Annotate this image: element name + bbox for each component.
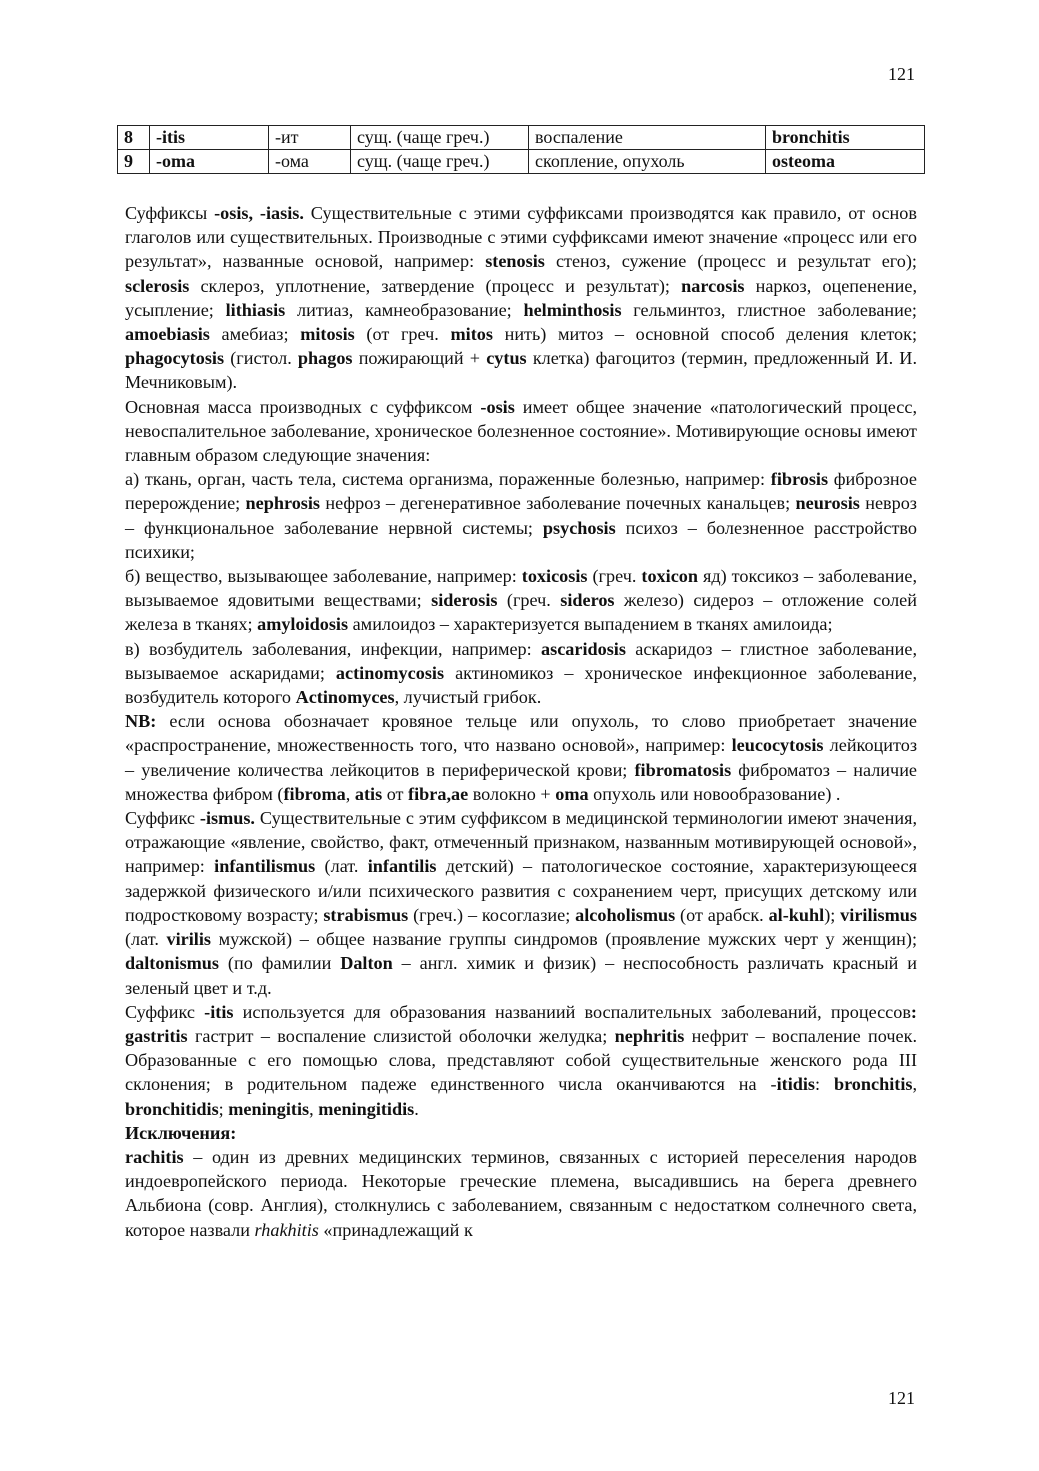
bold-term: infantilis bbox=[367, 856, 437, 877]
text-run: (греч. bbox=[497, 590, 561, 611]
table-cell-suffix-russian: -ома bbox=[269, 150, 351, 174]
bold-term: -osis bbox=[480, 396, 515, 417]
bold-term: nephrosis bbox=[245, 493, 321, 514]
text-run: Существительные с этими суффиксами производятся как правило, от основ глаголов или существительных. Производные с этими суффиксами имеют значение «процесс или его результат», названные основой, например: bbox=[125, 203, 917, 272]
text-run: детский) – патологическое состояние, характеризующееся задержкой физического и/или психического развития с сохранением черт, присущих детскому или подростковому возрасту; bbox=[125, 856, 917, 925]
text-run: Существительные с этим суффиксом в медицинской терминологии имеют значения, отражающие «явление, свойство, факт, отмеченный признаком, названным мотивирующей основой», например: bbox=[125, 808, 917, 877]
bold-term: neurosis bbox=[795, 493, 860, 514]
text-run: нить) митоз – основной способ деления клеток; bbox=[492, 324, 918, 345]
bold-term: infantilismus bbox=[214, 856, 316, 877]
bold-term: bronchitidis bbox=[125, 1098, 219, 1119]
paragraph bbox=[125, 201, 917, 395]
text-run: литиаз, камнеобразование; bbox=[285, 299, 524, 320]
text-run: лейкоцитоз – увеличение количества лейкоцитов в периферической крови; bbox=[125, 735, 918, 780]
text-run: клетка) фагоцитоз (термин, предложенный И. И. Мечниковым). bbox=[125, 348, 917, 393]
bold-term: itidis bbox=[776, 1074, 815, 1095]
table-cell-example-term: osteoma bbox=[766, 150, 925, 174]
text-run: Основная масса производных с суффиксом bbox=[125, 396, 481, 417]
text-run: (гистол. bbox=[224, 348, 298, 369]
text-run: склероз, уплотнение, затвердение (процесс и результат); bbox=[189, 275, 682, 296]
bold-term: phagos bbox=[297, 348, 353, 369]
table-cell-meaning: скопление, опухоль bbox=[529, 150, 766, 174]
bold-term: Dalton bbox=[340, 953, 393, 974]
table-row bbox=[118, 150, 925, 174]
bold-term: toxicon bbox=[641, 566, 698, 587]
text-run: (по фамилии bbox=[219, 953, 341, 974]
text-run: опухоль или новообразование) . bbox=[588, 783, 841, 804]
bold-term: mitosis bbox=[300, 324, 355, 345]
bold-term: -ismus. bbox=[199, 808, 255, 829]
text-run: если основа обозначает кровяное тельце или опухоль, то слово приобретает значение «распространение, множественность того, что названо основой», например: bbox=[125, 711, 917, 756]
text-run: Суффикс bbox=[125, 808, 200, 829]
bold-term: virilismus bbox=[840, 904, 917, 925]
paragraph bbox=[125, 564, 917, 637]
bold-term: amyloidosis bbox=[257, 614, 349, 635]
table-row bbox=[118, 126, 925, 150]
bold-term: helminthosis bbox=[523, 299, 622, 320]
italic-term: rhakhitis bbox=[254, 1219, 319, 1240]
text-run: амебиаз; bbox=[209, 324, 301, 345]
text-run: наркоз, оцепенение, усыпление; bbox=[125, 275, 918, 320]
bold-term: cytus bbox=[486, 348, 527, 369]
text-run: (лат. bbox=[315, 856, 368, 877]
table-cell-suffix-latin: -itis bbox=[150, 126, 269, 150]
text-run: гельминтоз, глистное заболевание; bbox=[621, 299, 917, 320]
text-run: волокно + bbox=[468, 783, 556, 804]
bold-term: psychosis bbox=[542, 517, 616, 538]
text-run: мужской) – общее название группы синдромов (проявление мужских черт у женщин); bbox=[210, 929, 917, 950]
text-run: ); bbox=[824, 904, 841, 925]
paragraph bbox=[125, 395, 917, 468]
text-run: Суффикс bbox=[125, 1001, 205, 1022]
bold-term: -osis, -iasis. bbox=[214, 203, 304, 223]
text-run: нефроз – дегенеративное заболевание почечных канальцев; bbox=[320, 493, 796, 514]
paragraph bbox=[125, 637, 917, 710]
text-run: (лат. bbox=[125, 929, 167, 950]
text-run: (греч.) – косоглазие; bbox=[408, 904, 576, 925]
text-run: Суффиксы bbox=[125, 203, 215, 223]
text-run: а) ткань, орган, часть тела, система организма, пораженные болезнью, например: bbox=[125, 469, 771, 490]
table-cell-example-term: bronchitis bbox=[766, 126, 925, 150]
bold-term: NB: bbox=[125, 711, 157, 732]
bold-term: fibroma bbox=[283, 783, 346, 804]
bold-term: Исключения: bbox=[125, 1122, 237, 1143]
text-run: аскаридоз – глистное заболевание, вызываемое аскаридами; bbox=[125, 638, 917, 683]
bold-term: mitos bbox=[450, 324, 493, 345]
bold-term: ascaridosis bbox=[541, 638, 626, 659]
table-cell-suffix-russian: -ит bbox=[269, 126, 351, 150]
page-number-top: 121 bbox=[888, 64, 915, 84]
bold-term: stenosis bbox=[485, 251, 545, 272]
text-run: (от арабск. bbox=[675, 904, 769, 925]
paragraph bbox=[125, 709, 917, 806]
bold-term: fibra,ae bbox=[408, 783, 469, 804]
text-run: , bbox=[309, 1098, 319, 1119]
text-run: «принадлежащий к bbox=[318, 1219, 473, 1240]
text-run: стеноз, сужение (процесс и результат его); bbox=[544, 251, 917, 272]
bold-term: al-kuhl bbox=[768, 904, 825, 925]
body-text bbox=[125, 201, 917, 1242]
text-run: – англ. химик и физик) – неспособность различать красный и зеленый цвет и т.д. bbox=[125, 953, 917, 998]
table-cell-meaning: воспаление bbox=[529, 126, 766, 150]
text-run: , bbox=[912, 1074, 917, 1095]
text-run: (греч. bbox=[587, 566, 642, 587]
bold-term: phagocytosis bbox=[125, 348, 225, 369]
bold-term: daltonismus bbox=[125, 953, 220, 974]
text-run: ; bbox=[218, 1098, 229, 1119]
text-run: фиброзное перерождение; bbox=[125, 469, 918, 514]
text-run: используется для образования названиий воспалительных заболеваний, процессов bbox=[233, 1001, 911, 1022]
text-run: : bbox=[815, 1074, 834, 1095]
text-run: – один из древних медицинских терминов, связанных с историей переселения народов индоевропейского периода. Некоторые греческие племена, высадившись на берега древнего Альбиона (совр. Англия), столкнулись с заболеванием, связанным с недостатком солнечного света, которое назвали bbox=[125, 1146, 917, 1240]
paragraph bbox=[125, 1121, 917, 1145]
text-run: . bbox=[414, 1098, 419, 1119]
bold-term: leucocytosis bbox=[731, 735, 824, 756]
suffix-table bbox=[117, 125, 925, 174]
paragraph bbox=[125, 467, 917, 564]
bold-term: toxicosis bbox=[521, 566, 588, 587]
bold-term: strabismus bbox=[323, 904, 409, 925]
bold-term: meningitidis bbox=[318, 1098, 415, 1119]
text-run: в) возбудитель заболевания, инфекции, например: bbox=[125, 638, 542, 659]
bold-term: amoebiasis bbox=[125, 324, 210, 345]
text-run: яд) токсикоз – заболевание, вызываемое ядовитыми веществами; bbox=[125, 566, 917, 611]
text-run: , bbox=[345, 783, 355, 804]
text-run: б) вещество, вызывающее заболевание, например: bbox=[125, 566, 522, 587]
table-cell-part-of-speech: сущ. (чаще греч.) bbox=[351, 150, 529, 174]
paragraph bbox=[125, 806, 917, 1000]
bold-term: meningitis bbox=[228, 1098, 310, 1119]
text-run: , лучистый грибок. bbox=[394, 687, 542, 708]
paragraph bbox=[125, 1000, 917, 1121]
text-run: амилоидоз – характеризуется выпадением в тканях амилоида; bbox=[348, 614, 833, 635]
text-run: актиномикоз – хроническое инфекционное заболевание, возбудитель которого bbox=[125, 662, 917, 708]
table-cell-part-of-speech: сущ. (чаще греч.) bbox=[351, 126, 529, 150]
bold-term: oma bbox=[555, 783, 589, 804]
table-cell-row-number: 9 bbox=[118, 150, 150, 174]
bold-term: atis bbox=[354, 783, 383, 804]
text-run: невроз – функциональное заболевание нервной системы; bbox=[125, 493, 917, 538]
text-run: нефрит – воспаление почек. Образованные с его помощью слова, представляют собой существительные женского рода III склонения; в родительном падеже единственного числа оканчиваются на - bbox=[125, 1025, 917, 1095]
paragraph bbox=[125, 1145, 917, 1242]
text-run: фиброматоз – наличие множества фибром ( bbox=[125, 759, 917, 804]
bold-term: rachitis bbox=[125, 1146, 184, 1167]
text-run: пожирающий + bbox=[352, 348, 487, 369]
text-run: железо) сидероз – отложение солей железа в тканях; bbox=[125, 590, 917, 635]
bold-term: narcosis bbox=[681, 275, 745, 296]
bold-term: sideros bbox=[560, 590, 615, 611]
table-cell-row-number: 8 bbox=[118, 126, 150, 150]
text-run: имеет общее значение «патологический процесс, невоспалительное заболевание, хроническое болезненное состояние». Мотивирующие основы имеют главным образом следующие значения: bbox=[125, 396, 917, 466]
bold-term: virilis bbox=[166, 929, 211, 950]
bold-term: alcoholismus bbox=[575, 904, 676, 925]
bold-term: bronchitis bbox=[833, 1074, 913, 1095]
text-run: (от греч. bbox=[354, 324, 451, 345]
bold-term: nephritis bbox=[614, 1025, 685, 1046]
bold-term: -itis bbox=[204, 1001, 234, 1022]
bold-term: actinomycosis bbox=[335, 662, 445, 683]
text-run: гастрит – воспаление слизистой оболочки желудка; bbox=[187, 1025, 615, 1046]
bold-term: sclerosis bbox=[125, 275, 190, 296]
table-cell-suffix-latin: -oma bbox=[150, 150, 269, 174]
bold-term: siderosis bbox=[431, 590, 498, 611]
bold-term: Actinomyces bbox=[295, 687, 395, 708]
bold-term: lithiasis bbox=[225, 299, 286, 320]
page-number-bottom: 121 bbox=[888, 1388, 915, 1408]
bold-term: : gastritis bbox=[125, 1001, 917, 1046]
bold-term: fibromatosis bbox=[634, 759, 732, 780]
bold-term: fibrosis bbox=[770, 469, 829, 490]
text-run: психоз – болезненное расстройство психики; bbox=[125, 517, 917, 562]
text-run: от bbox=[382, 783, 409, 804]
